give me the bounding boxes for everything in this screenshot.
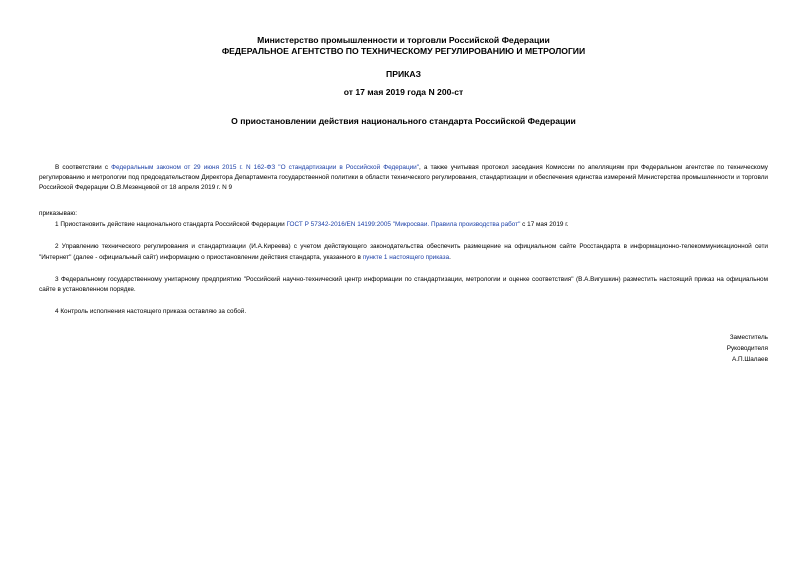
federal-law-link[interactable]: Федеральным законом от 29 июня 2015 г. N 162-ФЗ "О стандартизации в Российской Федерации" bbox=[111, 164, 420, 171]
signature-position-line2: Руководителя bbox=[726, 345, 768, 352]
order-item-2 bbox=[39, 242, 768, 262]
document-type: ПРИКАЗ bbox=[386, 69, 421, 79]
item1-reference-link[interactable]: пункте 1 настоящего приказа bbox=[362, 253, 450, 261]
intro-paragraph bbox=[39, 163, 768, 193]
item1-text-start: 1 Приостановить действие национального стандарта Российской Федерации bbox=[55, 221, 287, 229]
orders-label: приказываю: bbox=[39, 210, 77, 218]
item2-text-start: 2 Управлению технического регулирования и стандартизации (И.А.Киреева) с учетом действующего законодательства обеспечить размещение на официальном сайте Росстандарта в информационно-телекоммуникационной сети "Интернет" (далее - официальный сайт) информацию о приостановлении действия стандарта, указанного в bbox=[39, 243, 768, 261]
ministry-name: Министерство промышленности и торговли Российской Федерации bbox=[257, 35, 550, 45]
order-item-1 bbox=[39, 220, 768, 230]
item2-text-end: . bbox=[449, 253, 451, 261]
intro-text-end: , а также учитывая протокол заседания Комиссии по апелляциям при Федеральном агентстве по техническому регулированию и метрологии под председательством Директора Департамента государственной политики в области технического регулирования, стандартизации и обеспечения единства измерений Министерства промышленности и торговли Российской Федерации О.В.Мезенцевой от 18 апреля 2019 г. N 9 bbox=[39, 164, 769, 192]
intro-text-start: В соответствии с bbox=[55, 164, 112, 171]
signature-name: А.П.Шалаев bbox=[731, 356, 768, 363]
document-date-number: от 17 мая 2019 года N 200-ст bbox=[343, 87, 464, 97]
document-body bbox=[39, 163, 768, 317]
agency-name: ФЕДЕРАЛЬНОЕ АГЕНТСТВО ПО ТЕХНИЧЕСКОМУ РЕГУЛИРОВАНИЮ И МЕТРОЛОГИИ bbox=[221, 46, 586, 56]
document-subject: О приостановлении действия национального стандарта Российской Федерации bbox=[231, 116, 576, 126]
order-item-4: 4 Контроль исполнения настоящего приказа оставляю за собой. bbox=[55, 307, 247, 315]
signature-block bbox=[727, 332, 768, 365]
order-item-3: 3 Федеральному государственному унитарному предприятию "Российский научно-технический центр информации по стандартизации, метрологии и оценке соответствия" (В.А.Вигушкин) разместить настоящий приказ на официальном сайте в установленном порядке. bbox=[39, 275, 768, 293]
signature-position-line1: Заместитель bbox=[729, 334, 768, 341]
standard-link[interactable]: ГОСТ Р 57342-2016/EN 14199:2005 "Микросваи. Правила производства работ" bbox=[286, 221, 521, 229]
document-page bbox=[39, 0, 768, 571]
item1-text-end: с 17 мая 2019 г. bbox=[520, 221, 569, 229]
document-header bbox=[39, 35, 768, 127]
